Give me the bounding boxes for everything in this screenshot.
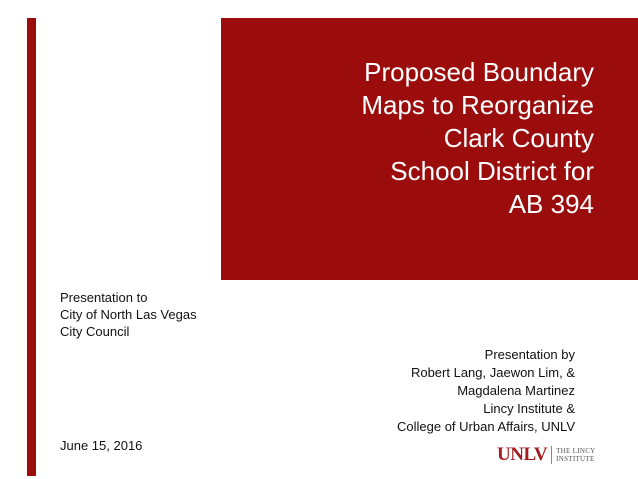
title-line: Maps to Reorganize bbox=[361, 90, 594, 120]
unlv-wordmark: UNLV bbox=[497, 444, 548, 465]
presenters-line: College of Urban Affairs, UNLV bbox=[397, 419, 575, 434]
presenters-block bbox=[397, 346, 575, 436]
audience-block bbox=[60, 289, 197, 340]
presenters-line: Lincy Institute & bbox=[483, 401, 575, 416]
unlv-lincy-logo bbox=[497, 445, 596, 465]
title-line: School District for bbox=[390, 156, 594, 186]
presentation-date: June 15, 2016 bbox=[60, 438, 143, 453]
logo-divider bbox=[551, 446, 552, 464]
title-panel bbox=[221, 18, 638, 280]
lincy-line: THE LINCY bbox=[556, 447, 596, 455]
presenters-line: Robert Lang, Jaewon Lim, & bbox=[410, 365, 575, 380]
presenters-line: Presentation by bbox=[484, 347, 575, 362]
title-line: AB 394 bbox=[508, 189, 594, 219]
slide-title bbox=[264, 56, 594, 221]
audience-line: City of North Las Vegas bbox=[60, 307, 197, 322]
audience-line: Presentation to bbox=[60, 290, 148, 305]
accent-bar bbox=[27, 18, 36, 476]
title-line: Proposed Boundary bbox=[364, 57, 594, 87]
audience-line: City Council bbox=[60, 324, 130, 339]
presenters-line: Magdalena Martinez bbox=[457, 383, 575, 398]
lincy-wordmark bbox=[556, 447, 595, 463]
lincy-line: INSTITUTE bbox=[556, 455, 595, 463]
title-line: Clark County bbox=[443, 123, 594, 153]
